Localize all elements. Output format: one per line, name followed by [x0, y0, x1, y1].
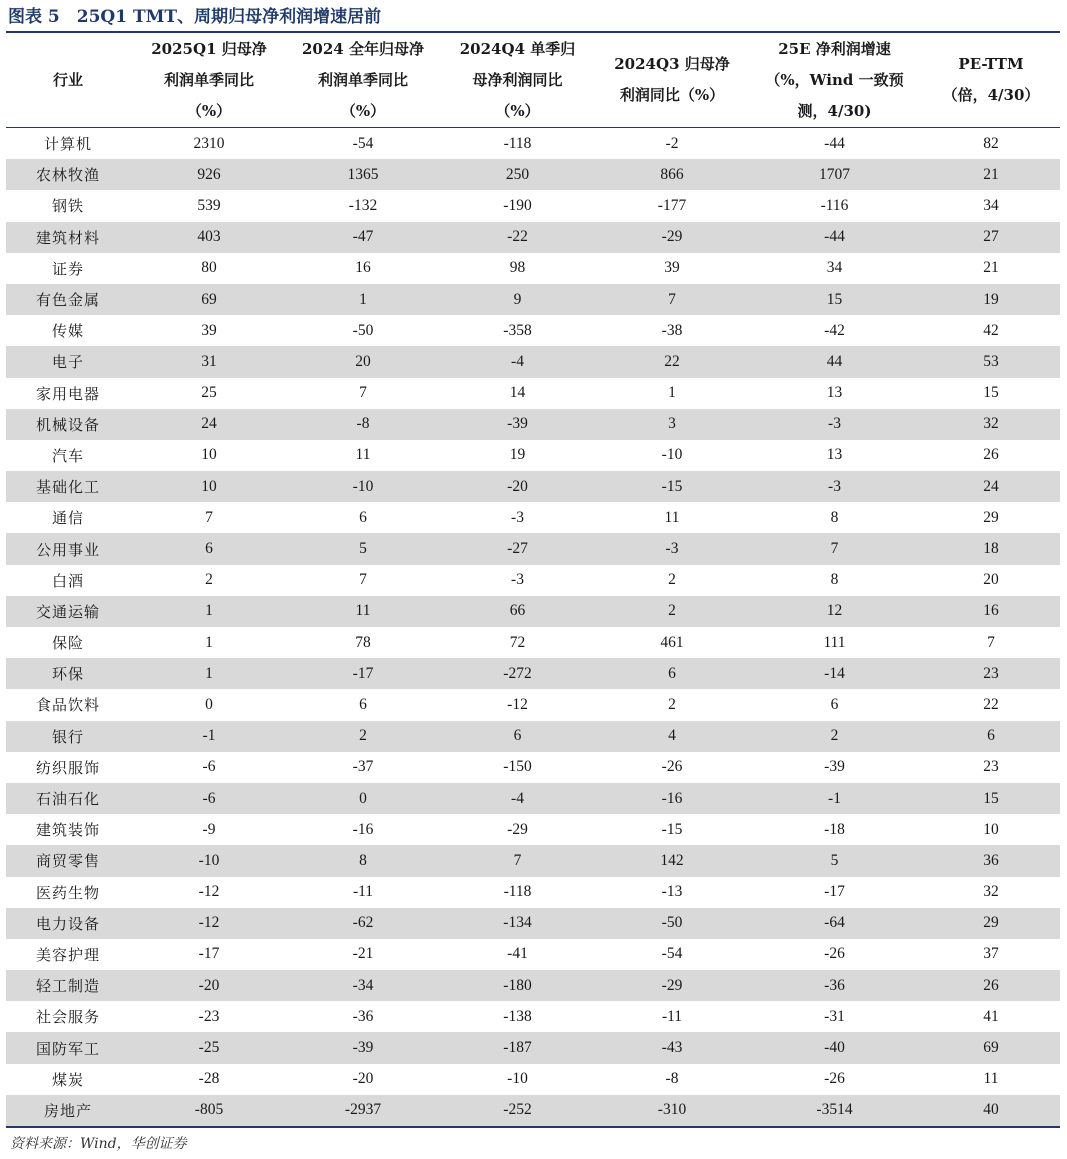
- cell-industry: 纺织服饰: [35, 758, 100, 777]
- cell-pe-ttm: 32: [983, 883, 999, 901]
- cell-fy-2024: -36: [352, 1007, 374, 1025]
- cell-25e-growth: -3: [747, 409, 922, 440]
- cell-pe-ttm: 11: [983, 1070, 999, 1088]
- table-row: [6, 845, 1060, 876]
- cell-fy-2024: 6: [359, 695, 367, 713]
- table-row: [6, 159, 1060, 190]
- cell-q1-2025: 926: [130, 159, 288, 190]
- table-row: [6, 315, 1060, 346]
- cell-25e-growth: 1707: [747, 159, 922, 190]
- cell-pe-ttm: 10: [983, 820, 999, 838]
- table-row: [6, 596, 1060, 627]
- cell-industry: 汽车: [51, 446, 84, 465]
- cell-q4-2024: 6: [438, 721, 597, 752]
- cell-q1-2025: 7: [205, 508, 213, 526]
- cell-q4-2024: 7: [438, 845, 597, 876]
- cell-25e-growth: -64: [747, 908, 922, 939]
- cell-industry: 保险: [51, 634, 84, 653]
- header-q3-2024: 2024Q3 归母净 利润同比（%）: [597, 33, 747, 128]
- table-row: [6, 877, 1060, 908]
- cell-pe-ttm: 26: [983, 446, 999, 464]
- cell-pe-ttm: 32: [922, 409, 1060, 440]
- cell-q4-2024: -10: [507, 1070, 528, 1088]
- cell-q3-2024: -54: [661, 945, 683, 963]
- table-row: [6, 284, 1060, 315]
- cell-25e-growth: -26: [824, 1070, 845, 1088]
- cell-q3-2024: 6: [597, 658, 747, 689]
- cell-q3-2024: -50: [597, 908, 747, 939]
- cell-fy-2024: -11: [352, 883, 374, 901]
- table-row: [6, 970, 1060, 1001]
- table-row: [6, 939, 1060, 970]
- cell-25e-growth: 13: [826, 446, 843, 464]
- table-row: [6, 1064, 1060, 1095]
- cell-q1-2025: -10: [130, 845, 288, 876]
- cell-fy-2024: 78: [355, 633, 371, 651]
- cell-pe-ttm: 22: [983, 695, 999, 713]
- table-row: [6, 689, 1060, 720]
- cell-industry: 钢铁: [51, 197, 84, 216]
- cell-q4-2024: -22: [438, 222, 597, 253]
- cell-pe-ttm: 41: [983, 1007, 999, 1025]
- cell-q4-2024: -118: [503, 134, 532, 152]
- cell-q1-2025: 403: [130, 222, 288, 253]
- cell-q4-2024: -3: [511, 508, 524, 526]
- cell-25e-growth: 6: [830, 695, 839, 713]
- cell-25e-growth: -36: [747, 970, 922, 1001]
- cell-25e-growth: -39: [824, 758, 845, 776]
- cell-q1-2025: 10: [201, 446, 217, 464]
- cell-q3-2024: -29: [597, 970, 747, 1001]
- header-q1-2025: 2025Q1 归母净 利润单季同比 （%）: [130, 33, 288, 128]
- cell-25e-growth: 7: [747, 533, 922, 564]
- cell-25e-growth: -18: [824, 820, 845, 838]
- table-row: [6, 253, 1060, 284]
- cell-q3-2024: -8: [665, 1070, 679, 1088]
- cell-pe-ttm: 21: [983, 259, 999, 277]
- cell-q4-2024: 98: [509, 259, 526, 277]
- cell-fy-2024: -8: [288, 409, 438, 440]
- cell-industry: 建筑装饰: [35, 821, 100, 840]
- cell-q3-2024: 2: [668, 571, 676, 589]
- cell-industry: 食品饮料: [35, 696, 100, 715]
- cell-pe-ttm: 42: [983, 321, 999, 339]
- cell-q3-2024: 22: [597, 346, 747, 377]
- cell-q4-2024: -4: [438, 783, 597, 814]
- cell-q1-2025: 10: [130, 471, 288, 502]
- cell-25e-growth: -1: [747, 783, 922, 814]
- header-industry: 行业: [6, 33, 130, 128]
- cell-q3-2024: -16: [597, 783, 747, 814]
- cell-industry: 商贸零售: [6, 845, 130, 876]
- cell-25e-growth: -44: [747, 222, 922, 253]
- cell-pe-ttm: 29: [983, 508, 999, 526]
- cell-q1-2025: 539: [197, 196, 221, 214]
- cell-pe-ttm: 15: [922, 783, 1060, 814]
- cell-industry: 农林牧渔: [6, 159, 130, 190]
- cell-q1-2025: 31: [130, 346, 288, 377]
- cell-fy-2024: -2937: [288, 1095, 438, 1126]
- bottom-rule: [6, 1126, 1060, 1128]
- cell-industry: 煤炭: [51, 1070, 84, 1089]
- header-fy-2024: 2024 全年归母净 利润单季同比 （%）: [288, 33, 438, 128]
- cell-q4-2024: -252: [438, 1095, 597, 1126]
- cell-q4-2024: 250: [438, 159, 597, 190]
- cell-q3-2024: 866: [597, 159, 747, 190]
- cell-q4-2024: -358: [503, 321, 532, 339]
- cell-25e-growth: -17: [824, 883, 845, 901]
- cell-pe-ttm: 69: [922, 1032, 1060, 1063]
- cell-25e-growth: -26: [824, 945, 845, 963]
- cell-q4-2024: -12: [507, 695, 528, 713]
- cell-industry: 国防军工: [6, 1032, 130, 1063]
- cell-industry: 美容护理: [35, 945, 100, 964]
- cell-industry: 交通运输: [6, 596, 130, 627]
- cell-q3-2024: 4: [597, 721, 747, 752]
- table-row: [6, 721, 1060, 752]
- cell-25e-growth: 34: [826, 259, 843, 277]
- cell-industry: 房地产: [6, 1095, 130, 1126]
- cell-q1-2025: -23: [198, 1007, 220, 1025]
- cell-q4-2024: -190: [503, 196, 532, 214]
- cell-fy-2024: 7: [359, 571, 367, 589]
- table-row: [6, 222, 1060, 253]
- cell-q4-2024: 72: [509, 633, 526, 651]
- cell-pe-ttm: 7: [987, 633, 995, 651]
- cell-industry: 白酒: [51, 571, 84, 590]
- header-row: [6, 33, 1060, 128]
- cell-industry: 社会服务: [35, 1008, 100, 1027]
- cell-25e-growth: -116: [820, 196, 849, 214]
- cell-q1-2025: -805: [130, 1095, 288, 1126]
- cell-fy-2024: 7: [359, 384, 367, 402]
- cell-q3-2024: 7: [597, 284, 747, 315]
- cell-industry: 公用事业: [6, 533, 130, 564]
- cell-25e-growth: 8: [830, 571, 839, 589]
- cell-fy-2024: -17: [288, 658, 438, 689]
- cell-fy-2024: 0: [288, 783, 438, 814]
- table-row: [6, 1095, 1060, 1126]
- cell-fy-2024: -50: [352, 321, 374, 339]
- cell-q3-2024: -2: [665, 134, 679, 152]
- cell-industry: 建筑材料: [6, 222, 130, 253]
- header-25e-growth: 25E 净利润增速 （%，Wind 一致预 测，4/30): [747, 33, 922, 128]
- table-row: [6, 440, 1060, 471]
- cell-q3-2024: 461: [660, 633, 684, 651]
- table-row: [6, 378, 1060, 409]
- cell-q3-2024: -38: [661, 321, 683, 339]
- cell-fy-2024: 1: [288, 284, 438, 315]
- cell-q1-2025: 6: [130, 533, 288, 564]
- cell-q3-2024: -177: [657, 196, 687, 214]
- cell-pe-ttm: 53: [922, 346, 1060, 377]
- cell-pe-ttm: 82: [983, 134, 999, 152]
- cell-pe-ttm: 23: [922, 658, 1060, 689]
- cell-q1-2025: -17: [198, 945, 220, 963]
- cell-pe-ttm: 16: [922, 596, 1060, 627]
- cell-q3-2024: -11: [661, 1007, 683, 1025]
- table-body: [6, 128, 1060, 1127]
- cell-q3-2024: 2: [668, 695, 676, 713]
- cell-pe-ttm: 26: [922, 970, 1060, 1001]
- table-row: [6, 346, 1060, 377]
- cell-q3-2024: -310: [597, 1095, 747, 1126]
- cell-fy-2024: 1365: [288, 159, 438, 190]
- cell-fy-2024: -54: [352, 134, 374, 152]
- cell-q1-2025: -20: [130, 970, 288, 1001]
- cell-q4-2024: 19: [509, 446, 526, 464]
- cell-q4-2024: 14: [509, 384, 526, 402]
- cell-q3-2024: -43: [597, 1032, 747, 1063]
- cell-pe-ttm: 29: [922, 908, 1060, 939]
- cell-fy-2024: 11: [355, 446, 371, 464]
- table-row: [6, 658, 1060, 689]
- cell-q3-2024: -26: [661, 758, 683, 776]
- cell-fy-2024: 8: [288, 845, 438, 876]
- cell-industry: 电子: [6, 346, 130, 377]
- cell-q1-2025: 25: [201, 384, 217, 402]
- cell-q1-2025: 69: [130, 284, 288, 315]
- table-row: [6, 627, 1060, 658]
- cell-q3-2024: -15: [661, 820, 683, 838]
- cell-25e-growth: -31: [824, 1007, 845, 1025]
- cell-q4-2024: -150: [503, 758, 532, 776]
- cell-25e-growth: 2: [747, 721, 922, 752]
- cell-q4-2024: -39: [438, 409, 597, 440]
- table-row: [6, 1001, 1060, 1032]
- table-row: [6, 783, 1060, 814]
- cell-fy-2024: -16: [352, 820, 374, 838]
- cell-fy-2024: 16: [355, 259, 371, 277]
- cell-q4-2024: -180: [438, 970, 597, 1001]
- cell-q4-2024: -4: [438, 346, 597, 377]
- cell-q4-2024: -29: [507, 820, 528, 838]
- cell-q1-2025: 1: [130, 596, 288, 627]
- cell-q4-2024: 66: [438, 596, 597, 627]
- cell-q1-2025: 2310: [193, 134, 225, 152]
- cell-q4-2024: -3: [511, 571, 524, 589]
- cell-q1-2025: 80: [201, 259, 217, 277]
- cell-25e-growth: -44: [824, 134, 845, 152]
- cell-q4-2024: -138: [503, 1007, 532, 1025]
- cell-fy-2024: -20: [352, 1070, 374, 1088]
- cell-q1-2025: -6: [202, 758, 216, 776]
- cell-q4-2024: -20: [438, 471, 597, 502]
- cell-q3-2024: 3: [597, 409, 747, 440]
- cell-fy-2024: -10: [288, 471, 438, 502]
- cell-q4-2024: -41: [507, 945, 528, 963]
- cell-pe-ttm: 37: [983, 945, 999, 963]
- cell-q4-2024: -272: [438, 658, 597, 689]
- cell-q1-2025: -12: [130, 908, 288, 939]
- cell-q1-2025: -6: [130, 783, 288, 814]
- cell-25e-growth: 12: [747, 596, 922, 627]
- cell-q3-2024: -3: [597, 533, 747, 564]
- cell-industry: 环保: [6, 658, 130, 689]
- cell-pe-ttm: 34: [983, 196, 999, 214]
- cell-fy-2024: 2: [288, 721, 438, 752]
- cell-q3-2024: -13: [661, 883, 683, 901]
- cell-industry: 电力设备: [6, 908, 130, 939]
- cell-25e-growth: -3: [747, 471, 922, 502]
- cell-q1-2025: -25: [130, 1032, 288, 1063]
- table-row: [6, 752, 1060, 783]
- source-note: 资料来源：Wind，华创证券: [10, 1136, 187, 1152]
- cell-q4-2024: -27: [438, 533, 597, 564]
- cell-pe-ttm: 6: [922, 721, 1060, 752]
- cell-pe-ttm: 21: [922, 159, 1060, 190]
- cell-industry: 家用电器: [35, 384, 100, 403]
- cell-industry: 石油石化: [6, 783, 130, 814]
- cell-q3-2024: 1: [668, 384, 676, 402]
- cell-q4-2024: -118: [503, 883, 532, 901]
- table-row: [6, 409, 1060, 440]
- cell-industry: 机械设备: [6, 409, 130, 440]
- cell-q1-2025: 2: [205, 571, 213, 589]
- cell-industry: 有色金属: [6, 284, 130, 315]
- cell-q3-2024: 2: [597, 596, 747, 627]
- cell-25e-growth: 44: [747, 346, 922, 377]
- cell-q4-2024: -134: [438, 908, 597, 939]
- figure-title: 图表 5 25Q1 TMT、周期归母净利润增速居前: [8, 7, 382, 27]
- cell-q1-2025: 0: [205, 695, 213, 713]
- cell-q3-2024: 39: [664, 259, 680, 277]
- table-row: [6, 533, 1060, 564]
- cell-industry: 轻工制造: [6, 970, 130, 1001]
- earnings-growth-table: [6, 33, 1060, 1126]
- cell-q1-2025: -1: [130, 721, 288, 752]
- table-row: [6, 1032, 1060, 1063]
- cell-fy-2024: -47: [288, 222, 438, 253]
- cell-fy-2024: -21: [352, 945, 374, 963]
- cell-25e-growth: -40: [747, 1032, 922, 1063]
- cell-25e-growth: 111: [823, 633, 846, 651]
- cell-pe-ttm: 19: [922, 284, 1060, 315]
- table-row: [6, 190, 1060, 221]
- cell-industry: 证券: [51, 259, 84, 278]
- cell-q1-2025: -9: [202, 820, 216, 838]
- cell-fy-2024: 6: [359, 508, 367, 526]
- cell-fy-2024: -62: [288, 908, 438, 939]
- cell-q1-2025: 39: [201, 321, 217, 339]
- cell-q4-2024: -187: [438, 1032, 597, 1063]
- cell-pe-ttm: 36: [922, 845, 1060, 876]
- cell-industry: 基础化工: [6, 471, 130, 502]
- cell-q1-2025: 1: [205, 633, 213, 651]
- cell-fy-2024: -34: [288, 970, 438, 1001]
- header-q4-2024: 2024Q4 单季归 母净利润同比 （%）: [438, 33, 597, 128]
- table-row: [6, 565, 1060, 596]
- cell-q1-2025: -28: [198, 1070, 220, 1088]
- cell-q1-2025: -12: [198, 883, 220, 901]
- cell-pe-ttm: 20: [983, 571, 999, 589]
- cell-pe-ttm: 23: [983, 758, 999, 776]
- cell-fy-2024: -37: [352, 758, 374, 776]
- cell-industry: 通信: [51, 509, 84, 528]
- cell-25e-growth: -14: [747, 658, 922, 689]
- cell-q1-2025: 1: [130, 658, 288, 689]
- table-row: [6, 502, 1060, 533]
- cell-q3-2024: -10: [661, 446, 683, 464]
- cell-25e-growth: 13: [826, 384, 843, 402]
- cell-q3-2024: -15: [597, 471, 747, 502]
- cell-25e-growth: -42: [824, 321, 845, 339]
- cell-q4-2024: 9: [438, 284, 597, 315]
- cell-fy-2024: 5: [288, 533, 438, 564]
- cell-q1-2025: 24: [130, 409, 288, 440]
- cell-pe-ttm: 15: [983, 384, 999, 402]
- cell-fy-2024: -39: [288, 1032, 438, 1063]
- cell-q3-2024: -29: [597, 222, 747, 253]
- cell-fy-2024: -132: [348, 196, 378, 214]
- cell-industry: 医药生物: [35, 883, 100, 902]
- header-pe-ttm: PE-TTM （倍，4/30）: [922, 33, 1060, 128]
- cell-25e-growth: 15: [747, 284, 922, 315]
- cell-25e-growth: 8: [830, 508, 839, 526]
- table-row: [6, 128, 1060, 160]
- cell-fy-2024: 11: [288, 596, 438, 627]
- table-row: [6, 471, 1060, 502]
- cell-pe-ttm: 24: [922, 471, 1060, 502]
- cell-25e-growth: 5: [747, 845, 922, 876]
- table-row: [6, 908, 1060, 939]
- cell-industry: 计算机: [43, 135, 92, 154]
- cell-fy-2024: 20: [288, 346, 438, 377]
- cell-industry: 传媒: [51, 322, 84, 341]
- cell-pe-ttm: 40: [922, 1095, 1060, 1126]
- cell-industry: 银行: [6, 721, 130, 752]
- cell-pe-ttm: 27: [922, 222, 1060, 253]
- cell-q3-2024: 142: [597, 845, 747, 876]
- table-row: [6, 814, 1060, 845]
- cell-25e-growth: -3514: [747, 1095, 922, 1126]
- cell-q3-2024: 11: [664, 508, 680, 526]
- cell-pe-ttm: 18: [922, 533, 1060, 564]
